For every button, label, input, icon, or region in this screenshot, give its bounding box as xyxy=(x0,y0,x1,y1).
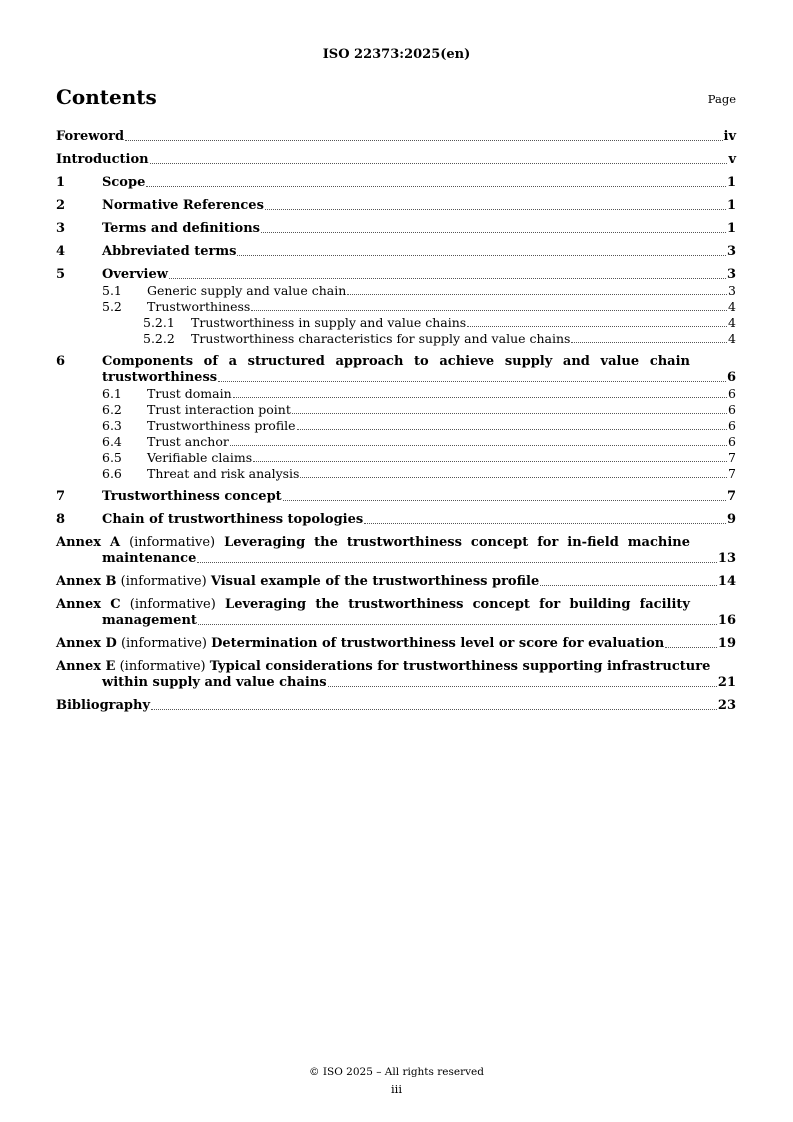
toc-entry-trustworthiness[interactable]: 5.2 Trustworthiness 4 xyxy=(102,299,736,314)
toc-entry-annex-d[interactable]: Annex D (informative) Determination of trustworthiness level or score for evaluation 19 xyxy=(56,636,736,651)
toc-entry-annex-c[interactable]: Annex C (informative) Leveraging the trustworthiness concept for building facility management 16 xyxy=(56,597,736,628)
toc-entry-components[interactable]: 6 Components of a structured approach to achieve supply and value chain trustworthiness 6 xyxy=(56,354,736,385)
copyright-notice: © ISO 2025 – All rights reserved xyxy=(309,1066,484,1078)
toc-entry-verifiable-claims[interactable]: 6.5 Verifiable claims 7 xyxy=(102,450,736,465)
toc-entry-trustworthiness-characteristics[interactable]: 5.2.2 Trustworthiness characteristics for supply and value chains 4 xyxy=(143,331,736,346)
toc-entry-introduction[interactable]: Introduction v xyxy=(56,152,736,167)
page-number: iii xyxy=(390,1082,403,1096)
document-header: ISO 22373:2025(en) xyxy=(322,47,471,62)
toc-entry-trustworthiness-in-chains[interactable]: 5.2.1 Trustworthiness in supply and value chains 4 xyxy=(143,315,736,330)
toc-entry-scope[interactable]: 1 Scope 1 xyxy=(56,175,736,190)
toc-entry-trust-anchor[interactable]: 6.4 Trust anchor 6 xyxy=(102,434,736,449)
toc-entry-abbreviated-terms[interactable]: 4 Abbreviated terms 3 xyxy=(56,244,736,259)
toc-entry-overview[interactable]: 5 Overview 3 xyxy=(56,267,736,282)
toc-entry-chain-topologies[interactable]: 8 Chain of trustworthiness topologies 9 xyxy=(56,512,736,527)
toc-entry-trust-interaction-point[interactable]: 6.2 Trust interaction point 6 xyxy=(102,402,736,417)
toc-entry-trustworthiness-profile[interactable]: 6.3 Trustworthiness profile 6 xyxy=(102,418,736,433)
toc-entry-bibliography[interactable]: Bibliography 23 xyxy=(56,698,736,713)
page-footer xyxy=(0,1066,793,1096)
toc-entry-trustworthiness-concept[interactable]: 7 Trustworthiness concept 7 xyxy=(56,489,736,504)
toc-entry-annex-e[interactable]: Annex E (informative) Typical considerations for trustworthiness supporting infrastructure within supply and value chains 21 xyxy=(56,659,736,690)
toc-entry-terms-and-definitions[interactable]: 3 Terms and definitions 1 xyxy=(56,221,736,236)
toc-entry-normative-references[interactable]: 2 Normative References 1 xyxy=(56,198,736,213)
toc-entry-foreword[interactable]: Foreword iv xyxy=(56,129,736,144)
page-column-label: Page xyxy=(707,92,736,106)
toc-entry-threat-risk-analysis[interactable]: 6.6 Threat and risk analysis 7 xyxy=(102,466,736,481)
table-of-contents xyxy=(56,129,736,714)
toc-entry-annex-b[interactable]: Annex B (informative) Visual example of the trustworthiness profile 14 xyxy=(56,574,736,589)
toc-entry-generic-supply-chain[interactable]: 5.1 Generic supply and value chain 3 xyxy=(102,283,736,298)
toc-entry-annex-a[interactable]: Annex A (informative) Leveraging the trustworthiness concept for in-field machine maintenance 13 xyxy=(56,535,736,566)
page-title: Contents xyxy=(56,85,157,109)
toc-entry-trust-domain[interactable]: 6.1 Trust domain 6 xyxy=(102,386,736,401)
